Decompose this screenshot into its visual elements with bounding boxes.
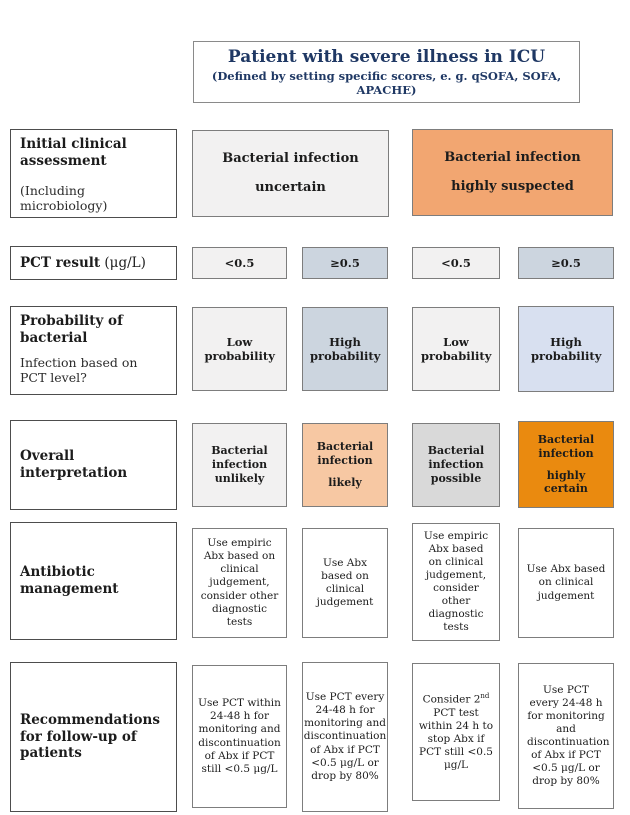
cell-text: Use Abx based on clinical judgement [316, 556, 374, 609]
cell-line: Bacterial infection [222, 151, 359, 167]
row-label-sub: (Including microbiology) [20, 182, 108, 214]
cell-abx-clinical-1 [302, 528, 388, 638]
row-label-unit: (μg/L) [100, 254, 146, 271]
cell-line: highly suspected [451, 178, 574, 194]
row-label-title: PCT result [20, 254, 101, 271]
row-label-title: Overall interpretation [20, 448, 128, 481]
cell-line: likely [328, 475, 362, 489]
cell-text [418, 692, 494, 772]
cell-followup-2 [302, 662, 388, 812]
cell-value: ≥0.5 [330, 255, 360, 270]
cell-high-probability-1 [302, 307, 388, 391]
cell-line: uncertain [255, 179, 326, 195]
row-label-title: Recommendations for follow-up of patients [20, 711, 160, 762]
title-box [193, 41, 580, 103]
box-bacterial-uncertain [192, 130, 389, 217]
box-bacterial-highly-suspected [412, 129, 613, 216]
page-title: Patient with severe illness in ICU [227, 46, 546, 67]
row-label-pct-result [10, 246, 177, 280]
cell-line: Bacterial infection [211, 444, 268, 472]
row-label-title: Initial clinical assessment [20, 136, 127, 169]
cell-line: Bacterial infection [444, 150, 581, 166]
cell-followup-4 [518, 663, 614, 809]
cell-pct-low-2 [412, 247, 500, 279]
row-label-sub: Infection based on PCT level? [20, 354, 138, 386]
cell-value: ≥0.5 [551, 255, 581, 270]
cell-low-probability-1 [192, 307, 287, 391]
cell-value: <0.5 [224, 255, 255, 270]
row-label-initial-assessment [10, 129, 177, 218]
cell-value: Low probability [421, 334, 492, 363]
cell-text-pre: Consider 2 [422, 693, 481, 706]
cell-value: Low probability [204, 334, 275, 363]
cell-low-probability-2 [412, 307, 500, 391]
row-label-title: Probability of bacterial [20, 313, 123, 346]
row-label-title: Antibiotic management [20, 564, 119, 597]
cell-pct-high-1 [302, 247, 388, 279]
cell-text: Use empiric Abx based on clinical judgement, consider other diagnostic tests [423, 529, 489, 634]
row-label-followup [10, 662, 177, 812]
row-label-antibiotic [10, 522, 177, 640]
cell-line: Bacterial infection [537, 433, 595, 460]
cell-text-post: PCT test within 24 h to stop Abx if PCT still <0.5 μg/L [418, 706, 494, 771]
cell-text: Use empiric Abx based on clinical judgement, consider other diagnostic tests [200, 537, 279, 628]
cell-infection-highly-certain [518, 421, 614, 508]
cell-line: unlikely [214, 471, 265, 485]
cell-line: possible [430, 471, 482, 485]
cell-line: highly certain [544, 468, 588, 496]
cell-pct-high-2 [518, 247, 614, 279]
cell-abx-empiric-1 [192, 528, 287, 638]
cell-infection-likely [302, 423, 388, 507]
cell-value: <0.5 [441, 255, 471, 270]
cell-text-sup: nd [480, 691, 490, 700]
cell-infection-possible [412, 423, 500, 507]
cell-followup-3 [412, 663, 500, 801]
cell-infection-unlikely [192, 423, 287, 507]
row-label-probability [10, 306, 177, 395]
cell-text: Use PCT every 24-48 h for monitoring and discontinuation of Abx if PCT <0.5 μg/L or drop by 80% [527, 683, 610, 788]
cell-value: High probability [310, 334, 381, 363]
cell-followup-1 [192, 665, 287, 808]
cell-abx-clinical-2 [518, 528, 614, 638]
cell-text: Use PCT every 24-48 h for monitoring and discontinuation of Abx if PCT <0.5 μg/L or drop by 80% [303, 691, 387, 782]
cell-pct-low-1 [192, 247, 287, 279]
page-subtitle: (Defined by setting specific scores, e. g. qSOFA, SOFA, APACHE) [211, 68, 562, 98]
row-label-interpretation [10, 420, 177, 510]
cell-line: Bacterial infection [316, 440, 374, 468]
cell-high-probability-2 [518, 306, 614, 392]
cell-line: Bacterial infection [427, 444, 485, 472]
cell-abx-empiric-2 [412, 523, 500, 641]
cell-text: Use PCT within 24-48 h for monitoring and discontinuation of Abx if PCT still <0.5 μg/L [198, 697, 281, 775]
cell-text: Use Abx based on clinical judgement [526, 563, 606, 602]
cell-value: High probability [531, 334, 602, 363]
